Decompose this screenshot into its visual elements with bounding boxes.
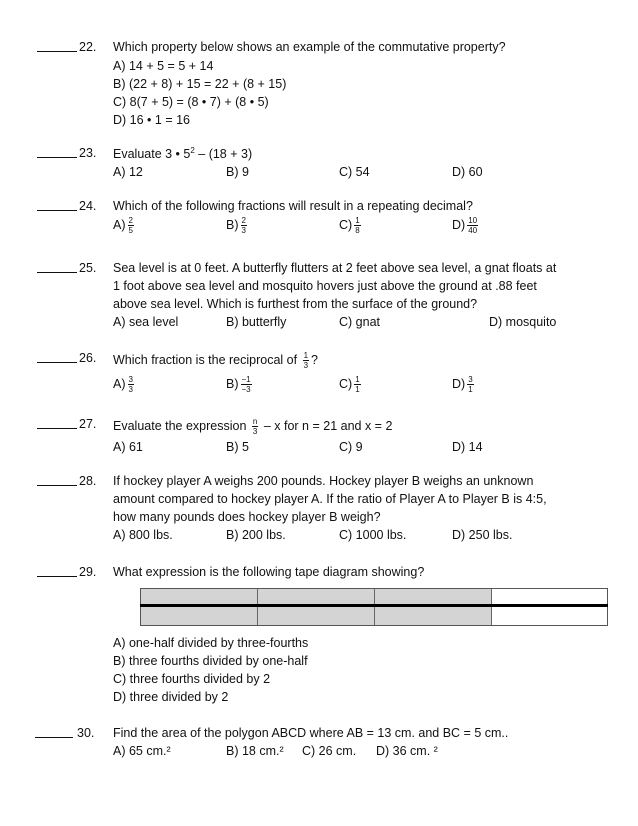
- option-d: D) three divided by 2: [113, 690, 229, 704]
- question-text-line: 1 foot above sea level and mosquito hovers just above the ground at .88 feet: [113, 279, 537, 293]
- question-text: Which property below shows an example of the commutative property?: [113, 40, 506, 54]
- option-d: D) 250 lbs.: [452, 528, 513, 542]
- option-b: B) 5: [226, 440, 249, 454]
- answer-blank-25[interactable]: [37, 272, 77, 273]
- question-text: What expression is the following tape diagram showing?: [113, 565, 425, 579]
- option-d: D) 36 cm. ²: [376, 744, 438, 758]
- question-text: Which fraction is the reciprocal of $\frac{1}{3}$ ?: [113, 351, 318, 370]
- question-text: Evaluate 3 • $5^2 - (18 + 3)$: [113, 146, 253, 162]
- option-b: B) (22 + 8) + 15 = 22 + (8 + 15): [113, 77, 287, 91]
- option-a: A) 800 lbs.: [113, 528, 173, 542]
- option-b: B) 18 cm.²: [226, 744, 284, 758]
- question-number: 27.: [79, 417, 97, 431]
- option-b: B) butterfly: [226, 315, 287, 329]
- fraction: $\frac{2}{3}$: [241, 216, 246, 235]
- option-d: D) 60: [452, 165, 483, 179]
- question-text-line: amount compared to hockey player A. If the ratio of Player A to Player B is 4:5,: [113, 492, 547, 506]
- fraction: $\frac{3}{1}$: [468, 375, 473, 394]
- question-number: 25.: [79, 261, 97, 275]
- option-a: A) $\frac{3}{3}$: [113, 375, 133, 394]
- tape-segment-shaded: [258, 589, 375, 625]
- option-c: C) 54: [339, 165, 370, 179]
- option-b: B) $\frac{-1}{-3}$: [226, 375, 251, 394]
- tape-diagram-line: [140, 604, 608, 607]
- question-text-line: how many pounds does hockey player B weigh?: [113, 510, 381, 524]
- option-b: B) $\frac{2}{3}$: [226, 216, 246, 235]
- answer-blank-23[interactable]: [37, 157, 77, 158]
- option-d: D) $\frac{3}{1}$: [452, 375, 473, 394]
- option-c: C) 9: [339, 440, 363, 454]
- fraction: $\frac{1}{3}$: [303, 351, 309, 370]
- option-d: D) 14: [452, 440, 483, 454]
- option-a: A) 65 cm.²: [113, 744, 171, 758]
- question-number: 22.: [79, 40, 97, 54]
- fraction: $\frac{3}{3}$: [128, 375, 133, 394]
- question-number: 26.: [79, 351, 97, 365]
- question-number: 28.: [79, 474, 97, 488]
- question-number: 23.: [79, 146, 97, 160]
- fraction: $\frac{1}{1}$: [355, 375, 360, 394]
- question-text: Find the area of the polygon ABCD where AB = 13 cm. and BC = 5 cm..: [113, 726, 509, 740]
- option-c: C) three fourths divided by 2: [113, 672, 271, 686]
- answer-blank-27[interactable]: [37, 428, 77, 429]
- question-text-line: If hockey player A weighs 200 pounds. Hockey player B weighs an unknown: [113, 474, 534, 488]
- answer-blank-24[interactable]: [37, 210, 77, 211]
- option-b: B) 200 lbs.: [226, 528, 286, 542]
- option-a: A) $\frac{2}{5}$: [113, 216, 133, 235]
- tape-diagram: [140, 588, 608, 626]
- option-d: D) $\frac{10}{40}$: [452, 216, 478, 235]
- option-c: C) 1000 lbs.: [339, 528, 407, 542]
- fraction: $\frac{1}{8}$: [355, 216, 360, 235]
- option-a: A) 12: [113, 165, 143, 179]
- question-text: Which of the following fractions will result in a repeating decimal?: [113, 199, 473, 213]
- tape-segment-shaded: [375, 589, 492, 625]
- fraction: $\frac{2}{5}$: [128, 216, 133, 235]
- option-c: C) gnat: [339, 315, 380, 329]
- option-a: A) 61: [113, 440, 143, 454]
- fraction: $\frac{10}{40}$: [468, 216, 478, 235]
- option-c: C) 26 cm.: [302, 744, 357, 758]
- answer-blank-22[interactable]: [37, 51, 77, 52]
- answer-blank-29[interactable]: [37, 576, 77, 577]
- tape-segment-shaded: [141, 589, 258, 625]
- question-text-line: above sea level. Which is furthest from the surface of the ground?: [113, 297, 478, 311]
- question-number: 30.: [77, 726, 95, 740]
- option-b: B) three fourths divided by one-half: [113, 654, 308, 668]
- option-d: D) 16 • 1 = 16: [113, 113, 190, 127]
- question-text-line: Sea level is at 0 feet. A butterfly flutters at 2 feet above sea level, a gnat floats at: [113, 261, 557, 275]
- answer-blank-26[interactable]: [37, 362, 77, 363]
- fraction: $\frac{n}{3}$: [252, 417, 258, 436]
- option-c: C) $\frac{1}{1}$: [339, 375, 360, 394]
- option-d: D) mosquito: [489, 315, 557, 329]
- option-a: A) sea level: [113, 315, 179, 329]
- answer-blank-30[interactable]: [35, 737, 73, 738]
- option-c: C) $\frac{1}{8}$: [339, 216, 360, 235]
- option-c: C) 8(7 + 5) = (8 • 7) + (8 • 5): [113, 95, 269, 109]
- option-b: B) 9: [226, 165, 249, 179]
- fraction: $\frac{-1}{-3}$: [241, 375, 251, 394]
- question-number: 24.: [79, 199, 97, 213]
- option-a: A) one-half divided by three-fourths: [113, 636, 309, 650]
- answer-blank-28[interactable]: [37, 485, 77, 486]
- option-a: A) 14 + 5 = 5 + 14: [113, 59, 214, 73]
- question-number: 29.: [79, 565, 97, 579]
- tape-segment-empty: [492, 589, 607, 625]
- question-text: Evaluate the expression $\frac{n}{3}$ – x for n = 21 and x = 2: [113, 417, 393, 436]
